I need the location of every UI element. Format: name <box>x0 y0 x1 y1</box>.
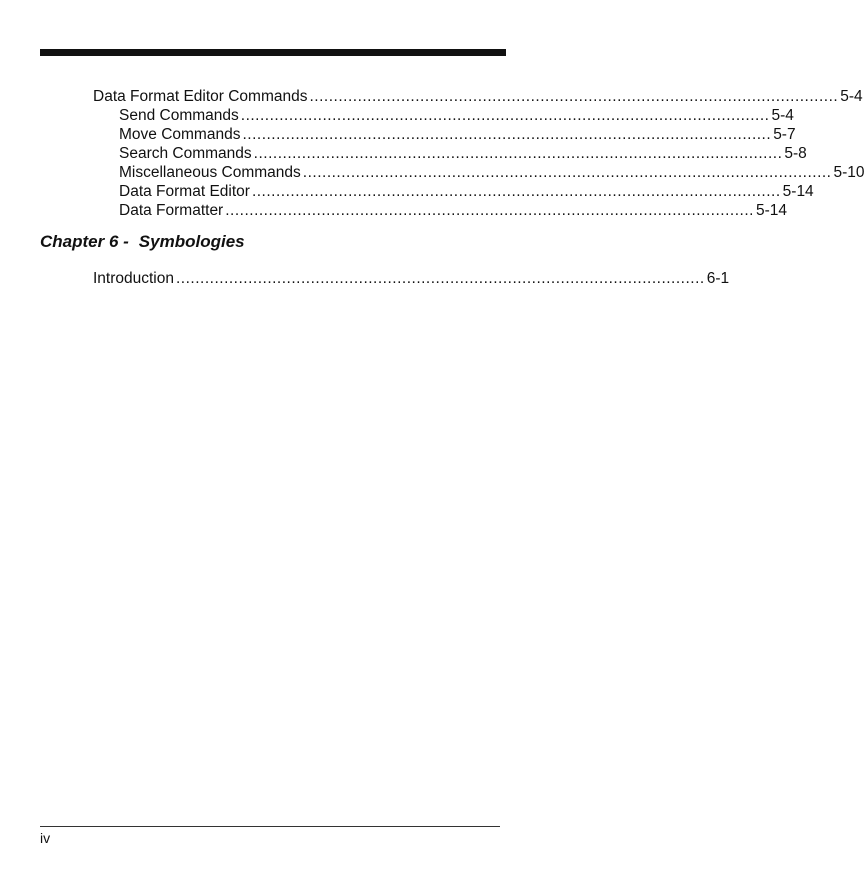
chapter-title: Symbologies <box>138 232 245 251</box>
toc-entry-label: Data Format Editor <box>119 183 250 200</box>
top-rule <box>40 49 506 56</box>
toc-entry-label: Introduction <box>93 270 174 287</box>
toc-entry-label: Data Formatter <box>119 202 224 219</box>
toc-entry-label: Data Format Editor Commands <box>93 88 308 105</box>
chapter-number: Chapter 6 - <box>40 232 129 251</box>
toc-entry-label: Send Commands <box>119 107 239 124</box>
footer-rule <box>40 826 500 827</box>
dot-leader: .............................................................................................................. <box>302 164 832 181</box>
toc-entry-page: 5-4 <box>840 88 863 105</box>
toc-entry-label: Search Commands <box>119 145 252 162</box>
toc-entry-label: Miscellaneous Commands <box>119 164 301 181</box>
toc-entry-label: Move Commands <box>119 126 241 143</box>
dot-leader: .............................................................................................................. <box>251 183 781 200</box>
toc-entry[interactable] <box>93 88 863 106</box>
toc-entry[interactable] <box>119 145 807 163</box>
dot-leader: .............................................................................................................. <box>253 145 783 162</box>
toc-entry[interactable] <box>93 270 730 288</box>
toc-entry[interactable] <box>119 126 796 144</box>
dot-leader: .............................................................................................................. <box>225 202 754 219</box>
toc-entry-page: 5-8 <box>784 145 807 162</box>
toc-entry[interactable] <box>119 183 814 201</box>
dot-leader: .............................................................................................................. <box>242 126 772 143</box>
dot-leader: .............................................................................................................. <box>176 270 705 287</box>
toc-entry-page: 5-7 <box>773 126 796 143</box>
page-number: iv <box>40 830 51 846</box>
toc-entry-page: 5-10 <box>833 164 865 181</box>
toc-entry-page: 5-4 <box>771 107 794 124</box>
toc-entry[interactable] <box>119 202 787 220</box>
toc-entry-page: 5-14 <box>782 183 814 200</box>
dot-leader: .............................................................................................................. <box>309 88 839 105</box>
toc-entry[interactable] <box>119 107 794 125</box>
toc-entry-page: 5-14 <box>755 202 787 219</box>
toc-entry-page: 6-1 <box>706 270 730 287</box>
chapter-heading[interactable] <box>40 232 245 252</box>
dot-leader: .............................................................................................................. <box>240 107 770 124</box>
toc-entry[interactable] <box>119 164 865 182</box>
